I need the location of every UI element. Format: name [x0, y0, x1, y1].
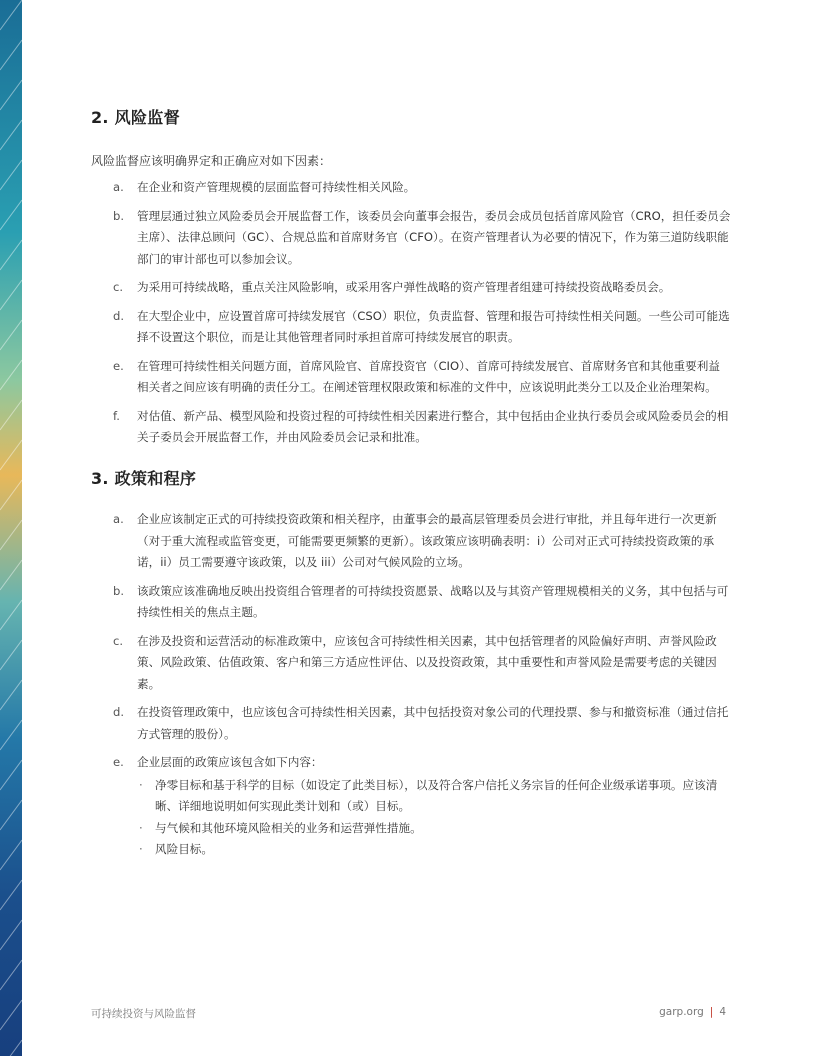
list-marker: b. — [113, 583, 125, 598]
bullet-marker: · — [139, 820, 143, 835]
section-heading-policies-procedures: 3. 政策和程序 — [91, 469, 197, 488]
footer-site-link[interactable]: garp.org — [659, 1006, 704, 1018]
list-marker: a. — [113, 512, 124, 526]
policies-list — [91, 509, 731, 861]
list-item-text: 在涉及投资和运营活动的标准政策中，应该包含可持续性相关因素，其中包括管理者的风险偏好声明、声誉风险政策、风险政策、估值政策、客户和第三方适应性评估、以及投资政策，其中重要性和声誉风险是需要考虑的关键因素。 — [137, 633, 717, 691]
list-item-text: 企业应该制定正式的可持续投资政策和相关程序，由董事会的最高层管理委员会进行审批，并且每年进行一次更新（对于重大流程或监管变更，可能需要更频繁的更新）。该政策应该明确表明：i）公司对正式可持续投资政策的承诺，ii）员工需要遵守该政策，以及 iii）公司对气候风险的立场。 — [137, 512, 717, 569]
list-item-text: 对估值、新产品、模型风险和投资过程的可持续性相关因素进行整合，其中包括由企业执行委员会或风险委员会的相关子委员会开展监督工作，并由风险委员会记录和批准。 — [137, 408, 729, 444]
footer-page-info — [659, 1006, 726, 1018]
list-item-text: 为采用可持续战略，重点关注风险影响，或采用客户弹性战略的资产管理者组建可持续投资战略委员会。 — [137, 280, 671, 294]
list-item — [91, 206, 731, 271]
list-item — [91, 702, 731, 745]
risk-oversight-list — [91, 177, 731, 449]
list-item — [91, 306, 731, 349]
list-marker: b. — [113, 208, 125, 223]
list-item — [91, 631, 731, 696]
bullet-marker: · — [139, 777, 143, 792]
list-marker: e. — [113, 755, 124, 769]
list-marker: e. — [113, 358, 124, 373]
bullet-marker: · — [139, 842, 143, 856]
stripe-diagonal-lines — [0, 0, 22, 1056]
section-intro: 风险监督应该明确界定和正确应对如下因素： — [91, 154, 332, 168]
sub-bullet-text: 净零目标和基于科学的目标（如设定了此类目标），以及符合客户信托义务宗旨的任何企业级承诺事项。应该清晰、详细地说明如何实现此类计划和（或）目标。 — [155, 777, 718, 813]
list-item — [91, 177, 731, 199]
list-item — [91, 581, 731, 624]
list-marker: c. — [113, 280, 124, 294]
list-item-text: 在管理可持续性相关问题方面，首席风险官、首席投资官（CIO）、首席可持续发展官、首席财务官和其他重要利益相关者之间应该有明确的责任分工。在阐述管理权限政策和标准的文件中，应该说明此类分工以及企业治理架构。 — [137, 358, 720, 394]
list-item — [91, 356, 731, 399]
list-item-text: 该政策应该准确地反映出投资组合管理者的可持续投资愿景、战略以及与其资产管理规模相关的义务，其中包括与可持续性相关的焦点主题。 — [137, 583, 729, 619]
sub-bullet-item — [137, 775, 731, 818]
list-item-text: 在企业和资产管理规模的层面监督可持续性相关风险。 — [137, 180, 416, 194]
list-item-text: 在投资管理政策中，也应该包含可持续性相关因素，其中包括投资对象公司的代理投票、参与和撤资标准（通过信托方式管理的股份）。 — [137, 705, 729, 741]
list-marker: f. — [113, 408, 120, 423]
list-item-text: 管理层通过独立风险委员会开展监督工作，该委员会向董事会报告，委员会成员包括首席风险官（CRO，担任委员会主席）、法律总顾问（GC）、合规总监和首席财务官（CFO）。在资产管理者认为必要的情况下，作为第三道防线职能部门的审计部也可以参加会议。 — [137, 208, 731, 266]
list-marker: c. — [113, 633, 124, 648]
list-item — [91, 752, 731, 861]
list-item-text: 在大型企业中，应设置首席可持续发展官（CSO）职位，负责监督、管理和报告可持续性相关问题。一些公司可能选择不设置这个职位，而是让其他管理者同时承担首席可持续发展官的职责。 — [137, 308, 730, 344]
list-item — [91, 509, 731, 574]
sub-bullet-list — [137, 775, 731, 861]
sub-bullet-text: 与气候和其他环境风险相关的业务和运营弹性措施。 — [155, 820, 422, 835]
list-marker: d. — [113, 705, 125, 719]
footer-document-title: 可持续投资与风险监督 — [91, 1008, 196, 1020]
list-marker: d. — [113, 308, 125, 323]
list-item-text: 企业层面的政策应该包含如下内容： — [137, 755, 323, 769]
page-number: 4 — [719, 1006, 726, 1018]
sub-bullet-item — [137, 818, 731, 840]
decorative-side-stripe — [0, 0, 22, 1056]
sub-bullet-item — [137, 839, 731, 861]
list-item — [91, 277, 731, 299]
sub-bullet-text: 风险目标。 — [155, 842, 213, 856]
list-marker: a. — [113, 180, 124, 194]
footer-separator: | — [709, 1006, 714, 1018]
list-item — [91, 406, 731, 449]
section-heading-risk-oversight: 2. 风险监督 — [91, 108, 180, 127]
